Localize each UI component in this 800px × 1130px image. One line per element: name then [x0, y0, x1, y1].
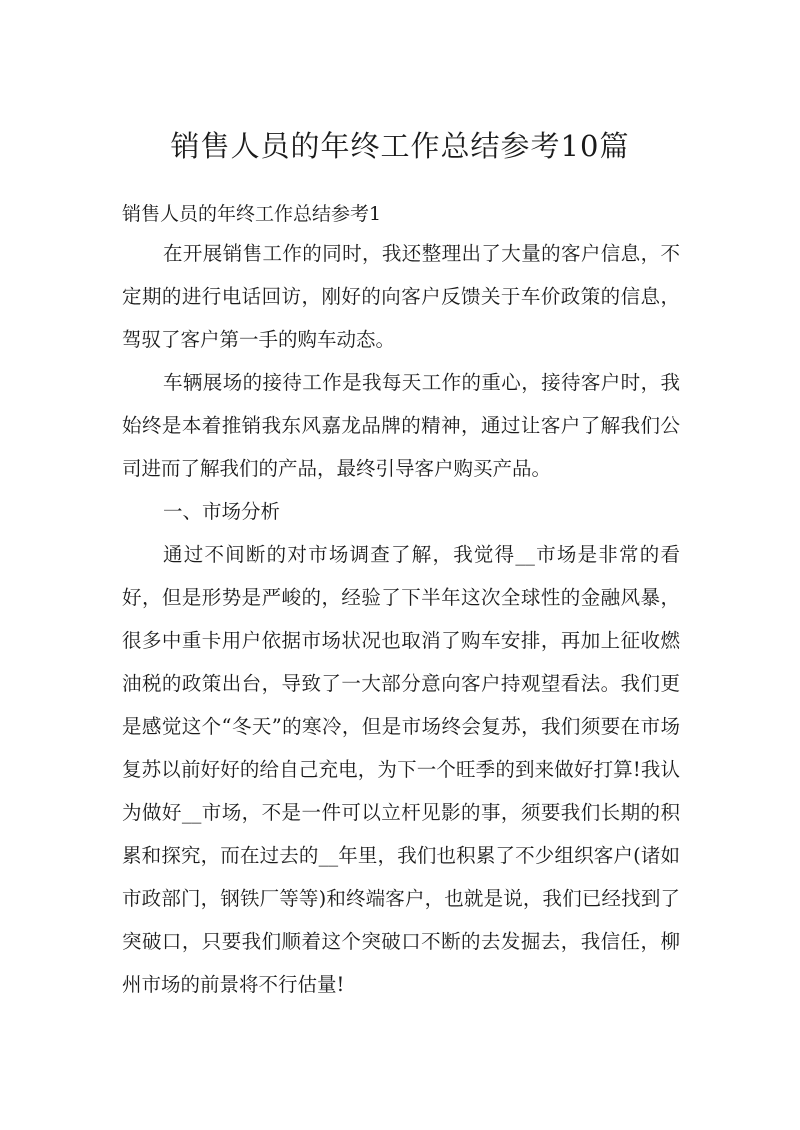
document-title: 销售人员的年终工作总结参考10篇	[170, 129, 630, 163]
paragraph-showroom-reception: 车辆展场的接待工作是我每天工作的重心，接待客户时，我始终是本着推销我东风嘉龙品牌的精神，通过让客户了解我们公司进而了解我们的产品，最终引导客户购买产品。	[122, 371, 680, 480]
section-subtitle: 销售人员的年终工作总结参考1	[122, 203, 382, 225]
section-heading-market-analysis: 一、市场分析	[163, 500, 281, 523]
document-body	[122, 232, 680, 1006]
paragraph-market-analysis: 通过不间断的对市场调查了解，我觉得__市场是非常的看好，但是形势是严峻的，经验了下半年这次全球性的金融风暴，很多中重卡用户依据市场状况也取消了购车安排，再加上征收燃油税的政策出台，导致了一大部分意向客户持观望看法。我们更是感觉这个“冬天”的寒冷，但是市场终会复苏，我们须要在市场复苏以前好好的给自己充电，为下一个旺季的到来做好打算!我认为做好__市场，不是一件可以立杆见影的事，须要我们长期的积累和探究，而在过去的__年里，我们也积累了不少组织客户(诸如市政部门，钢铁厂等等)和终端客户，也就是说，我们已经找到了突破口，只要我们顺着这个突破口不断的去发掘去，我信任，柳州市场的前景将不行估量!	[122, 543, 680, 996]
paragraph-customer-info: 在开展销售工作的同时，我还整理出了大量的客户信息，不定期的进行电话回访，刚好的向客户反馈关于车价政策的信息，驾驭了客户第一手的购车动态。	[122, 242, 680, 351]
